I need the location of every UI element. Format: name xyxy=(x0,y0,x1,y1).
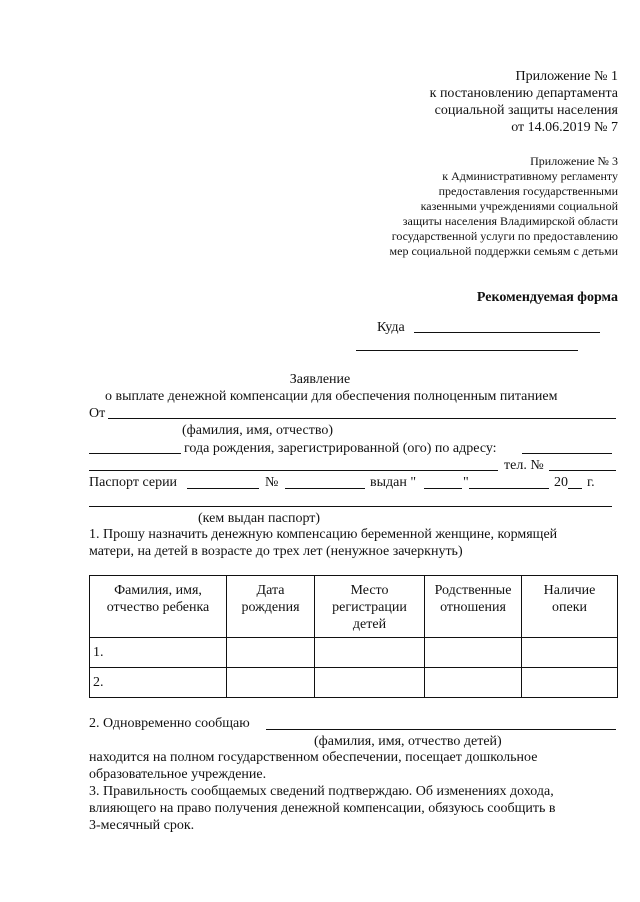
row-1-number[interactable]: 1. xyxy=(90,638,227,668)
to-field-line-1[interactable] xyxy=(414,332,600,333)
passport-series-field[interactable] xyxy=(187,488,259,489)
appendix-3-line7: мер социальной поддержки семьям с детьми xyxy=(389,244,618,258)
passport-quote: " xyxy=(463,475,469,490)
header-registration-line2: регистрации xyxy=(332,600,407,615)
header-birthdate-line1: Дата xyxy=(256,583,285,598)
document-subtitle: о выплате денежной компенсации для обеспечения полноценным питанием xyxy=(105,389,558,404)
header-birthdate-line2: рождения xyxy=(241,600,300,615)
item-2-label: 2. Одновременно сообщаю xyxy=(89,716,250,731)
header-registration xyxy=(315,576,425,638)
header-fio xyxy=(90,576,227,638)
from-label: От xyxy=(89,406,106,421)
fio-hint: (фамилия, имя, отчество) xyxy=(182,423,334,438)
item-1-line-1: 1. Прошу назначить денежную компенсацию беременной женщине, кормящей xyxy=(89,527,558,542)
item-2-children-field[interactable] xyxy=(266,729,616,730)
passport-year-prefix: 20 xyxy=(554,475,568,490)
table-row xyxy=(90,668,618,698)
header-relation-line1: Родственные xyxy=(434,583,512,598)
header-relation-line2: отношения xyxy=(440,600,506,615)
item-2-line-3: образовательное учреждение. xyxy=(89,767,267,782)
header-guardianship-line1: Наличие xyxy=(543,583,596,598)
appendix-1-date: от 14.06.2019 № 7 xyxy=(511,120,618,135)
appendix-3-line2: к Административному регламенту xyxy=(442,169,618,183)
passport-issued-day-field[interactable] xyxy=(424,488,462,489)
tel-label: тел. № xyxy=(504,458,544,473)
header-registration-line1: Место xyxy=(350,583,389,598)
passport-number-field[interactable] xyxy=(285,488,365,489)
header-guardianship xyxy=(522,576,618,638)
recommended-form-label: Рекомендуемая форма xyxy=(476,290,618,305)
row-2-guardianship[interactable] xyxy=(522,668,618,698)
row-1-guardianship[interactable] xyxy=(522,638,618,668)
appendix-3-line3: предоставления государственными xyxy=(438,184,618,198)
row-2-number[interactable]: 2. xyxy=(90,668,227,698)
row-1-registration[interactable] xyxy=(315,638,425,668)
header-fio-line1: Фамилия, имя, xyxy=(114,583,202,598)
to-label: Куда xyxy=(377,320,405,335)
table-header-row xyxy=(90,576,618,638)
passport-issued-by-hint: (кем выдан паспорт) xyxy=(198,511,321,526)
passport-number-label: № xyxy=(265,475,279,490)
appendix-3-line6: государственной услуги по предоставлению xyxy=(391,229,618,243)
to-field-line-2[interactable] xyxy=(356,350,578,351)
header-registration-line3: детей xyxy=(352,617,387,632)
row-2-registration[interactable] xyxy=(315,668,425,698)
item-1-line-2: матери, на детей в возрасте до трех лет (ненужное зачеркнуть) xyxy=(89,544,463,559)
address-field-2[interactable] xyxy=(89,470,498,471)
header-fio-line2: отчество ребенка xyxy=(106,600,210,615)
appendix-1-title: Приложение № 1 xyxy=(515,69,618,84)
passport-year-field[interactable] xyxy=(568,488,582,489)
passport-issued-label: выдан " xyxy=(370,475,417,490)
item-3-line-2: влияющего на право получения денежной компенсации, обязуюсь сообщить в xyxy=(89,801,556,816)
from-field-line[interactable] xyxy=(108,418,616,419)
birth-text: года рождения, зарегистрированной (ого) по адресу: xyxy=(184,441,497,456)
row-2-birthdate[interactable] xyxy=(227,668,315,698)
row-1-birthdate[interactable] xyxy=(227,638,315,668)
item-3-line-3: 3-месячный срок. xyxy=(89,818,195,833)
passport-year-suffix: г. xyxy=(587,475,595,490)
appendix-3-title: Приложение № 3 xyxy=(530,154,618,168)
appendix-3-line5: защиты населения Владимирской области xyxy=(402,214,618,228)
item-2-line-2: находится на полном государственном обеспечении, посещает дошкольное xyxy=(89,750,538,765)
appendix-1-line2: к постановлению департамента xyxy=(429,86,618,101)
passport-issued-month-field[interactable] xyxy=(469,488,549,489)
tel-field[interactable] xyxy=(549,470,616,471)
birth-year-field[interactable] xyxy=(89,453,181,454)
appendix-3-line4: казенными учреждениями социальной xyxy=(420,199,618,213)
passport-series-label: Паспорт серии xyxy=(89,475,178,490)
passport-issued-by-field[interactable] xyxy=(89,506,612,507)
row-1-relation[interactable] xyxy=(425,638,522,668)
children-table xyxy=(89,575,618,698)
header-relation xyxy=(425,576,522,638)
row-2-relation[interactable] xyxy=(425,668,522,698)
document-title: Заявление xyxy=(289,372,351,387)
item-2-hint: (фамилия, имя, отчество детей) xyxy=(314,734,502,749)
header-birthdate xyxy=(227,576,315,638)
item-3-line-1: 3. Правильность сообщаемых сведений подтверждаю. Об изменениях дохода, xyxy=(89,784,554,799)
header-guardianship-line2: опеки xyxy=(552,600,587,615)
address-field-1[interactable] xyxy=(522,453,612,454)
appendix-1-line3: социальной защиты населения xyxy=(434,103,618,118)
table-row xyxy=(90,638,618,668)
